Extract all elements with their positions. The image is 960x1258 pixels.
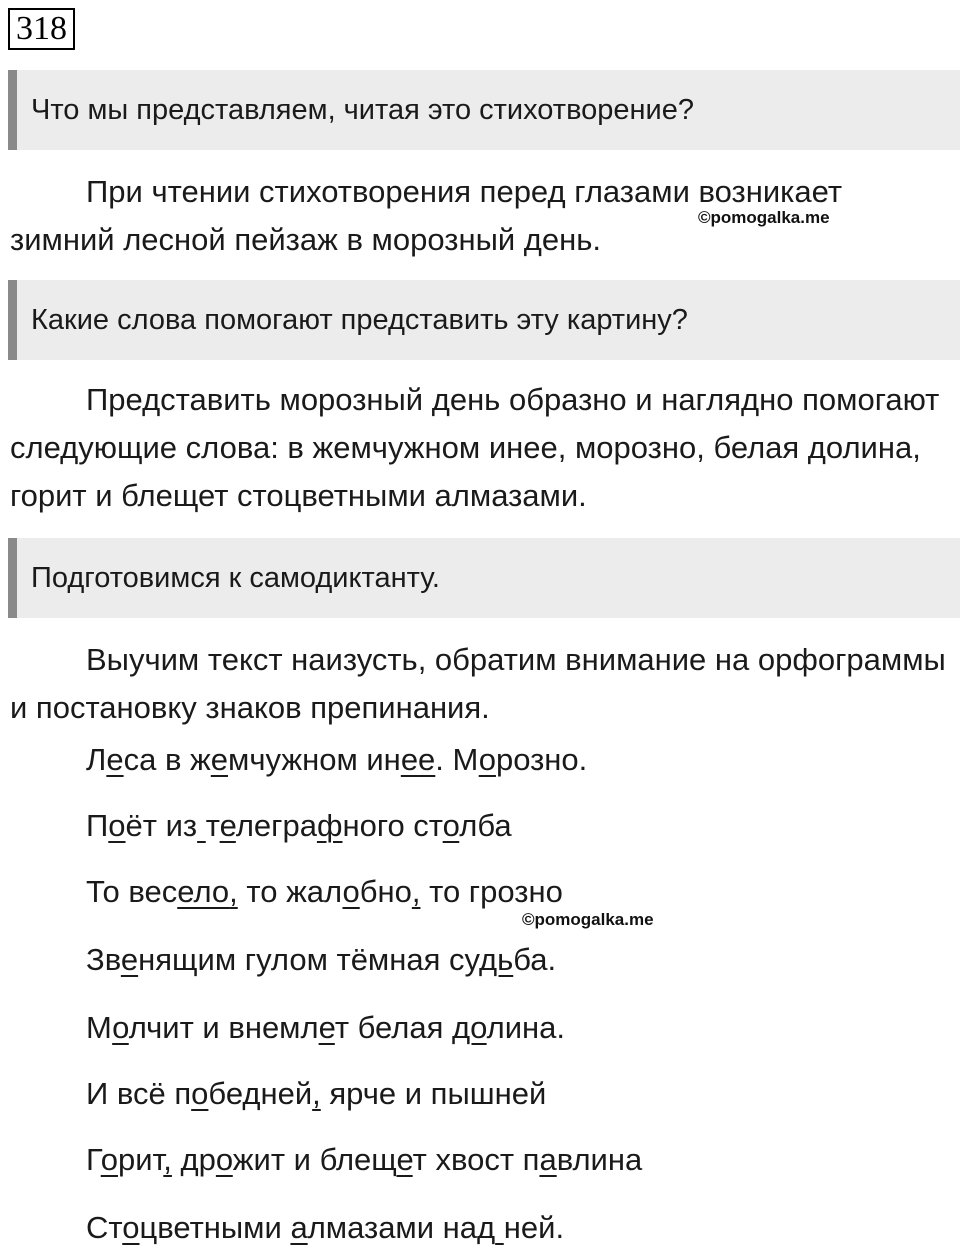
question-2: Какие слова помогают представить эту картину? <box>8 280 960 360</box>
question-1: Что мы представляем, читая это стихотворение? <box>8 70 960 150</box>
exercise-number: 318 <box>8 8 75 50</box>
poem-line-5: Молчит и внемлет белая долина. <box>86 1010 566 1045</box>
poem-line-2: Поёт из телеграфного столба <box>86 808 512 843</box>
poem-line-8: Стоцветными алмазами над ней. <box>86 1210 565 1245</box>
poem-line-6: И всё победней, ярче и пышней <box>86 1076 547 1111</box>
watermark-2: ©pomogalka.me <box>522 910 654 929</box>
answer-2: Представить морозный день образно и наглядно помогают следующие слова: в жемчужном инее, морозно, белая долина, горит и блещет стоцветными алмазами. <box>10 382 940 513</box>
question-3: Подготовимся к самодиктанту. <box>8 538 960 618</box>
poem-line-3: То весело, то жалобно, то грозно <box>86 874 563 909</box>
answer-3: Выучим текст наизусть, обратим внимание на орфограммы и постановку знаков препинания. <box>10 642 946 725</box>
watermark-1: ©pomogalka.me <box>698 208 830 227</box>
poem-line-1: Леса в жемчужном инее. Морозно. <box>86 742 588 777</box>
poem-line-7: Горит, дрожит и блещет хвост павлина <box>86 1142 643 1177</box>
answer-1: При чтении стихотворения перед глазами возникает зимний лесной пейзаж в морозный день. <box>10 174 843 257</box>
poem-line-4: Звенящим гулом тёмная судьба. <box>86 942 557 977</box>
